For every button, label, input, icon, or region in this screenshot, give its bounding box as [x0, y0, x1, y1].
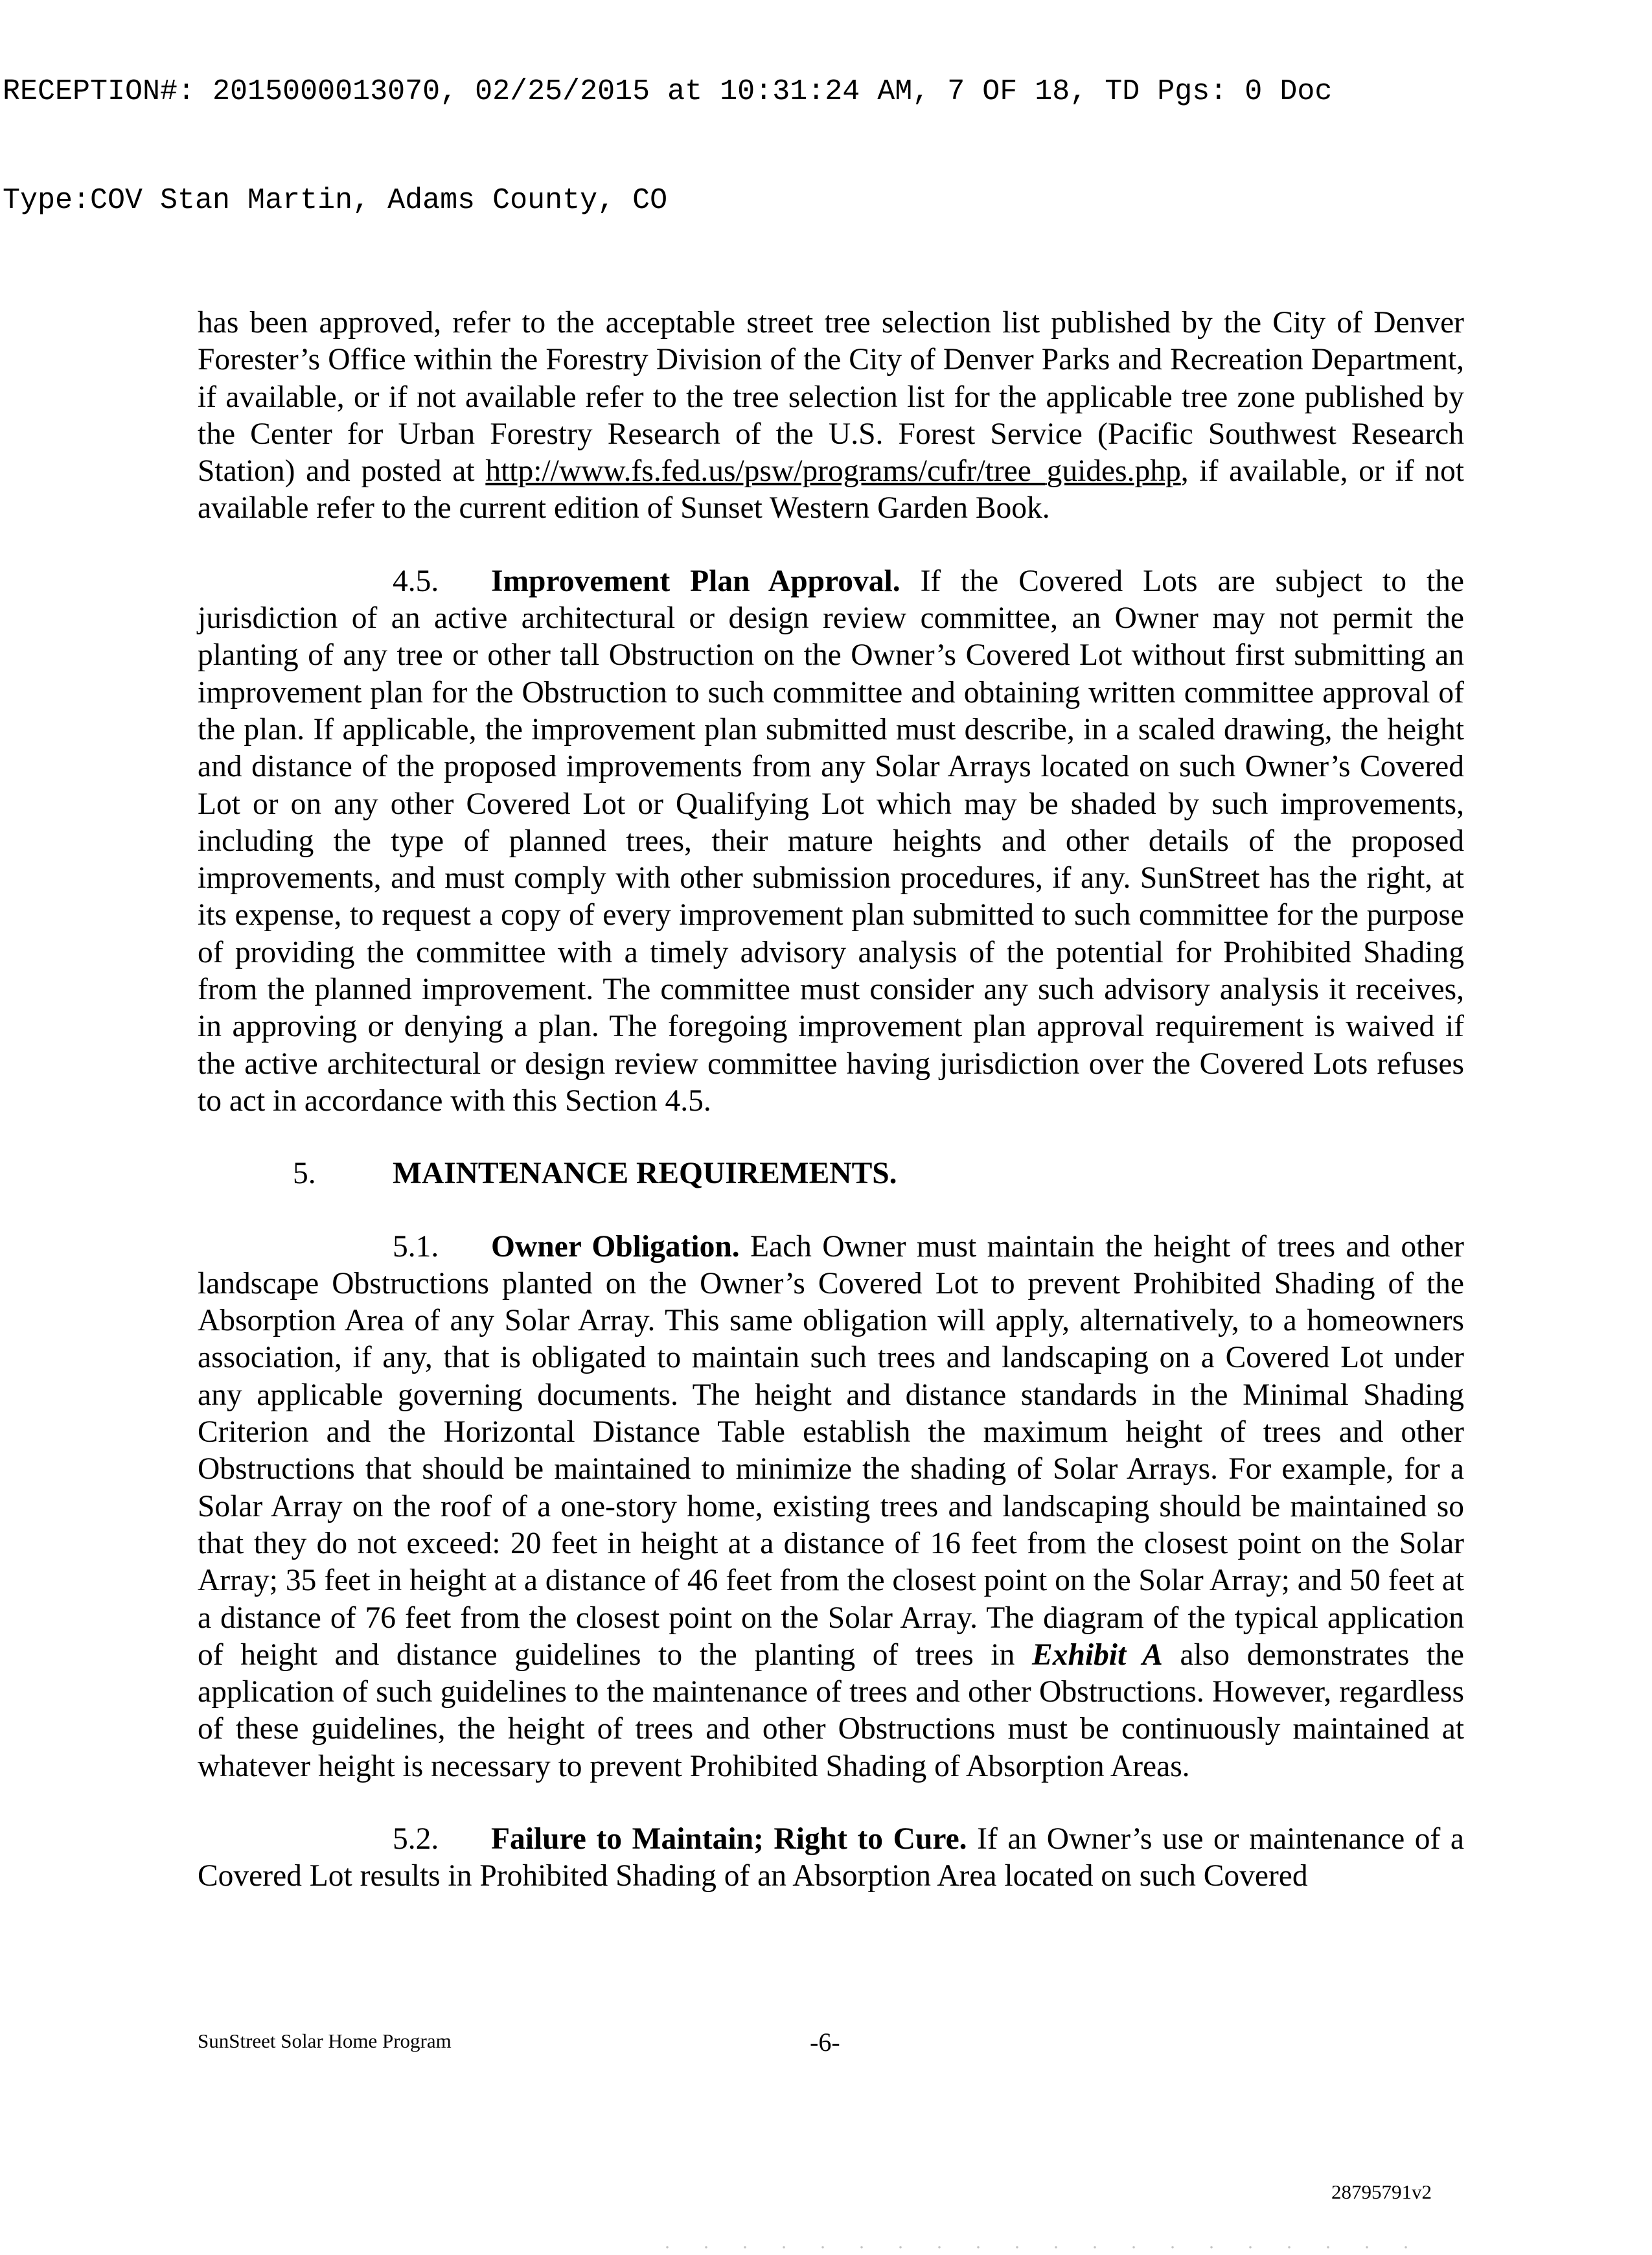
heading-title: MAINTENANCE REQUIREMENTS.	[393, 1157, 897, 1191]
scan-artifact-dots	[648, 2245, 1425, 2249]
section-5-1	[198, 1229, 1464, 1785]
section-number: 5.1.	[393, 1229, 439, 1264]
section-4-5	[198, 563, 1464, 1120]
tree-selection-text: has been approved, refer to the acceptable street tree selection list published by the City of Denver Forester’s Office within the Forestry Division of the City of Denver Parks and Recreation Department, if available, or if not available refer to the tree selection list for the applicable tree zone published by the Center for Urban Forestry Research of the U.S. Forest Service (Pacific Southwest Research Station) and posted at	[198, 306, 1464, 489]
section-text-continued: also demonstrates the application of such guidelines to the maintenance of trees and other Obstructions. However, regardless of these guidelines, the height of trees and other Obstructions must be continuously maintained at whatever height is necessary to prevent Prohibited Shading of Absorption Areas.	[198, 1637, 1465, 1783]
section-5-heading	[198, 1155, 1464, 1192]
section-title: Improvement Plan Approval.	[491, 564, 901, 598]
document-body	[198, 305, 1464, 1931]
footer-program-name: SunStreet Solar Home Program	[198, 2030, 452, 2052]
section-title: Owner Obligation.	[491, 1229, 740, 1264]
recording-stamp-line-1: RECEPTION#: 2015000013070, 02/25/2015 at 10:31:24 AM, 7 OF 18, TD Pgs: 0 Doc	[3, 75, 1333, 108]
paragraph-tree-selection	[198, 305, 1464, 527]
recording-stamp	[3, 1, 1622, 255]
forest-service-link[interactable]: http://www.fs.fed.us/psw/programs/cufr/tree_guides.php	[485, 454, 1181, 489]
section-5-2	[198, 1821, 1464, 1895]
recording-stamp-line-2: Type:COV Stan Martin, Adams County, CO	[3, 184, 668, 217]
footer-page-number: -6-	[810, 2028, 840, 2057]
footer-document-id: 28795791v2	[1331, 2180, 1432, 2203]
exhibit-reference: Exhibit A	[1032, 1637, 1163, 1672]
section-text: If an Owner’s use or maintenance of a Covered Lot results in Prohibited Shading of an Absorption Area located on such Covered	[198, 1821, 1464, 1893]
section-title: Failure to Maintain; Right to Cure.	[491, 1821, 967, 1856]
tree-selection-text-end: , if available, or if not available refer to the current edition of Sunset Western Garden Book.	[198, 454, 1465, 526]
heading-number: 5.	[293, 1157, 316, 1191]
section-number: 5.2.	[393, 1821, 439, 1856]
section-text: If the Covered Lots are subject to the jurisdiction of an active architectural or design review committee, an Owner may not permit the planting of any tree or other tall Obstruction on the Owner’s Covered Lot without first submitting an improvement plan for the Obstruction to such committee and obtaining written committee approval of the plan. If applicable, the improvement plan submitted must describe, in a scaled drawing, the height and distance of the proposed improvements from any Solar Arrays located on such Owner’s Covered Lot or on any other Covered Lot or Qualifying Lot which may be shaded by such improvements, including the type of planned trees, their mature heights and other details of the proposed improvements, and must comply with other submission procedures, if any. SunStreet has the right, at its expense, to request a copy of every improvement plan submitted to such committee for the purpose of providing the committee with a timely advisory analysis of the potential for Prohibited Shading from the planned improvement. The committee must consider any such advisory analysis it receives, in approving or denying a plan. The foregoing improvement plan approval requirement is waived if the active architectural or design review committee having jurisdiction over the Covered Lots refuses to act in accordance with this Section 4.5.	[198, 564, 1464, 1118]
section-number: 4.5.	[393, 564, 439, 598]
section-text: Each Owner must maintain the height of trees and other landscape Obstructions planted on the Owner’s Covered Lot to prevent Prohibited Shading of the Absorption Area of any Solar Array. This same obligation will apply, alternatively, to a homeowners association, if any, that is obligated to maintain such trees and landscaping on a Covered Lot under any applicable governing documents. The height and distance standards in the Minimal Shading Criterion and the Horizontal Distance Table establish the maximum height of trees and other Obstructions that should be maintained to minimize the shading of Solar Arrays. For example, for a Solar Array on the roof of a one-story home, existing trees and landscaping should be maintained so that they do not exceed: 20 feet in height at a distance of 16 feet from the closest point on the Solar Array; 35 feet in height at a distance of 46 feet from the closest point on the Solar Array; and 50 feet at a distance of 76 feet from the closest point on the Solar Array. The diagram of the typical application of height and distance guidelines to the planting of trees in	[198, 1229, 1464, 1672]
